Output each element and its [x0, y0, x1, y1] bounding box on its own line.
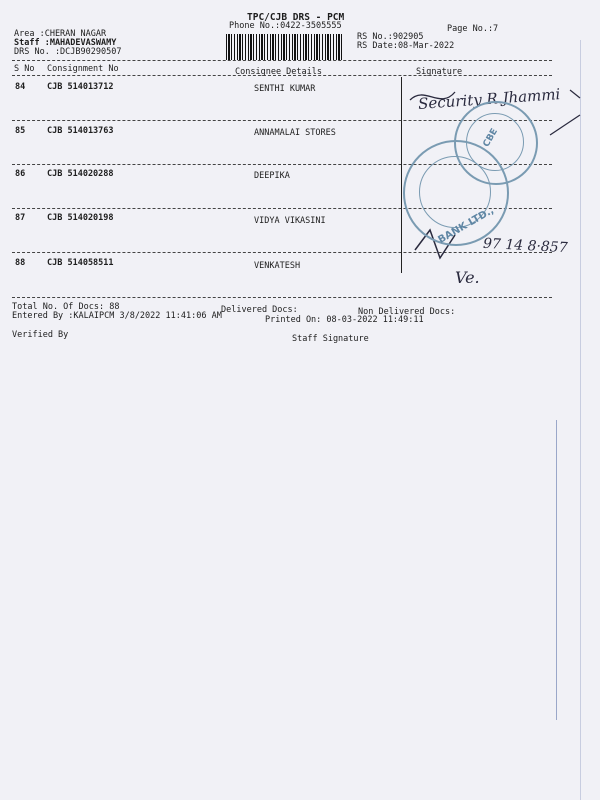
phone-number: Phone No.:0422-3505555	[229, 21, 342, 31]
verified-by: Verified By	[12, 330, 69, 340]
handwritten-signature: Security R.Jhammi	[417, 85, 561, 113]
handwritten-signature: Ve.	[455, 268, 480, 287]
non-delivered-docs: Non Delivered Docs:	[358, 307, 456, 317]
entered-by: Entered By :KALAIPCM 3/8/2022 11:41:06 AM	[12, 311, 222, 321]
column-header-signature: Signature	[416, 67, 463, 77]
delivered-docs: Delivered Docs:	[221, 305, 298, 315]
bank-stamp-small: CBE	[454, 101, 538, 185]
row-sno: 86	[15, 169, 26, 179]
divider	[12, 60, 552, 61]
row-consignment: CJB 514013763	[47, 126, 114, 136]
row-consignee: VENKATESH	[254, 261, 301, 271]
rs-date: RS Date:08-Mar-2022	[357, 41, 455, 51]
row-consignment: CJB 514020198	[47, 213, 114, 223]
row-sno: 84	[15, 82, 26, 92]
column-header-consignee: Consignee Details	[235, 67, 322, 77]
row-sno: 88	[15, 258, 26, 268]
row-consignment: CJB 514020288	[47, 169, 114, 179]
bank-stamp-large	[403, 140, 509, 246]
staff-signature-label: Staff Signature	[292, 334, 369, 344]
row-sno: 85	[15, 126, 26, 136]
staff-label: Staff :MAHADEVASWAMY	[14, 38, 117, 48]
row-consignment: CJB 514013712	[47, 82, 114, 92]
row-consignee: ANNAMALAI STORES	[254, 128, 336, 138]
row-consignee: DEEPIKA	[254, 171, 290, 181]
row-sno: 87	[15, 213, 26, 223]
page-number: Page No.:7	[447, 24, 499, 34]
document-title: TPC/CJB DRS - PCM	[247, 12, 345, 23]
drs-number: DRS No. :DCJB90290507	[14, 47, 122, 57]
barcode	[226, 34, 343, 60]
scan-artifact-line	[556, 420, 557, 720]
printed-on: Printed On: 08-03-2022 11:49:11	[265, 315, 424, 325]
row-consignee: SENTHI KUMAR	[254, 84, 316, 94]
stamp-text: BANK LTD.,	[436, 205, 496, 246]
row-consignee: VIDYA VIKASINI	[254, 216, 326, 226]
column-header-sno: S No	[14, 64, 35, 74]
divider	[12, 75, 552, 76]
area-label: Area :CHERAN NAGAR	[14, 29, 107, 39]
column-header-consignment: Consignment No	[47, 64, 119, 74]
row-consignment: CJB 514058511	[47, 258, 114, 268]
rs-number: RS No.:902905	[357, 32, 424, 42]
divider	[12, 297, 552, 298]
total-docs: Total No. Of Docs: 88	[12, 302, 120, 312]
handwritten-signature: 97 14 8·857	[482, 235, 568, 257]
